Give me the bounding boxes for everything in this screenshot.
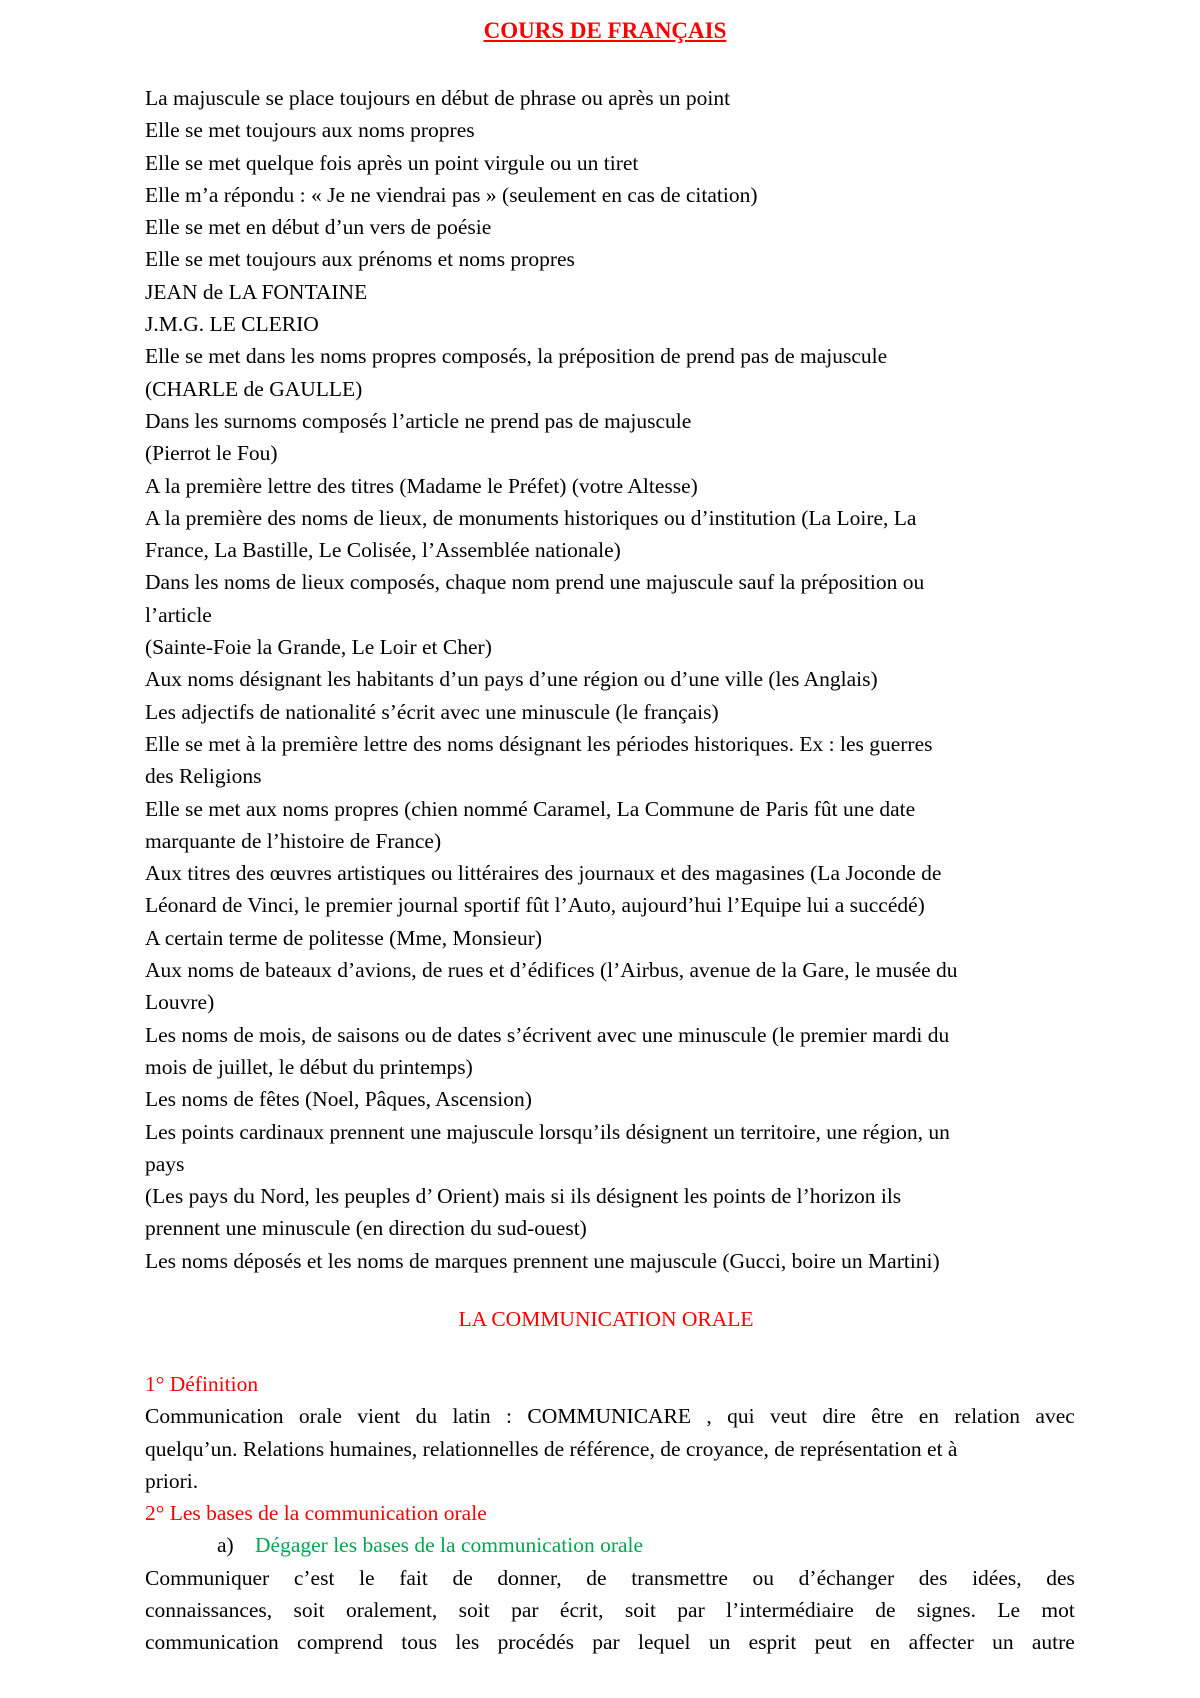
- word: les: [455, 1630, 480, 1655]
- word: dire: [822, 1404, 856, 1429]
- word: par: [677, 1598, 705, 1623]
- word: Communiquer: [145, 1565, 270, 1590]
- text-line: Aux noms désignant les habitants d’un pays d’une région ou d’une ville (les Anglais): [145, 667, 878, 692]
- word: en: [918, 1404, 940, 1429]
- word: Communication: [145, 1404, 284, 1429]
- word: du: [415, 1404, 438, 1429]
- text-line: des Religions: [145, 764, 262, 789]
- paragraph-line: quelqu’un. Relations humaines, relationnelles de référence, de croyance, de représentation et à: [145, 1436, 958, 1461]
- document-title: COURS DE FRANÇAIS: [483, 18, 727, 43]
- text-line: Les points cardinaux prennent une majuscule lorsqu’ils désignent un territoire, une région, un: [145, 1119, 950, 1144]
- paragraph-line: [145, 1562, 1075, 1594]
- word: soit: [293, 1598, 325, 1623]
- text-line: Léonard de Vinci, le premier journal sportif fût l’Auto, aujourd’hui l’Equipe lui a succédé): [145, 893, 925, 918]
- word: vient: [357, 1404, 401, 1429]
- text-line: prennent une minuscule (en direction du sud-ouest): [145, 1216, 587, 1241]
- word: tous: [401, 1630, 438, 1655]
- word: signes.: [916, 1598, 976, 1623]
- word: un: [992, 1630, 1014, 1655]
- text-line: (CHARLE de GAULLE): [145, 376, 363, 401]
- word: l’intermédiaire: [726, 1598, 854, 1623]
- word: oralement,: [345, 1598, 438, 1623]
- text-line: l’article: [145, 602, 212, 627]
- text-line: Les noms de fêtes (Noel, Pâques, Ascension): [145, 1087, 532, 1112]
- text-line: (Les pays du Nord, les peuples d’ Orient) mais si ils désignent les points de l’horizon ils: [145, 1184, 902, 1209]
- word: soit: [458, 1598, 490, 1623]
- text-line: marquante de l’histoire de France): [145, 828, 442, 853]
- word: le: [359, 1565, 375, 1590]
- text-line: Les noms de mois, de saisons ou de dates s’écrivent avec une minuscule (le premier mardi du: [145, 1022, 950, 1047]
- word: en: [869, 1630, 891, 1655]
- text-line: Aux noms de bateaux d’avions, de rues et d’édifices (l’Airbus, avenue de la Gare, le musée du: [145, 958, 958, 983]
- word: comprend: [297, 1630, 383, 1655]
- word: donner,: [497, 1565, 562, 1590]
- text-line: A la première lettre des titres (Madame le Préfet) (votre Altesse): [145, 473, 698, 498]
- word: soit: [624, 1598, 656, 1623]
- text-line: Elle se met à la première lettre des noms désignant les périodes historiques. Ex : les guerres: [145, 731, 933, 756]
- text-line: Elle se met toujours aux prénoms et noms propres: [145, 247, 575, 272]
- word: qui: [727, 1404, 755, 1429]
- word: affecter: [908, 1630, 974, 1655]
- word: mot: [1041, 1598, 1075, 1623]
- text-line: A certain terme de politesse (Mme, Monsieur): [145, 925, 543, 950]
- communication-section: [145, 1368, 1075, 1659]
- word: autre: [1031, 1630, 1075, 1655]
- word: par: [592, 1630, 620, 1655]
- text-line: France, La Bastille, Le Colisée, l’Assemblée nationale): [145, 538, 621, 563]
- word: avec: [1035, 1404, 1075, 1429]
- word: c’est: [293, 1565, 335, 1590]
- word: un: [708, 1630, 731, 1655]
- word: par: [511, 1598, 539, 1623]
- text-line: Les noms déposés et les noms de marques prennent une majuscule (Gucci, boire un Martini): [145, 1248, 940, 1273]
- text-line: J.M.G. LE CLERIO: [145, 312, 319, 337]
- text-line: Aux titres des œuvres artistiques ou littéraires des journaux et des magasines (La Joconde de: [145, 861, 942, 886]
- paragraph-line: [145, 1400, 1075, 1432]
- paragraph-line: priori.: [145, 1468, 199, 1493]
- text-line: pays: [145, 1151, 185, 1176]
- word: d’échanger: [798, 1565, 895, 1590]
- word: relation: [954, 1404, 1021, 1429]
- word: de: [452, 1565, 473, 1590]
- word: procédés: [497, 1630, 574, 1655]
- capitalization-rules: [145, 82, 1075, 1277]
- word: COMMUNICARE: [527, 1404, 692, 1429]
- text-line: Louvre): [145, 990, 215, 1015]
- word: être: [871, 1404, 904, 1429]
- text-line: A la première des noms de lieux, de monuments historiques ou d’institution (La Loire, La: [145, 505, 917, 530]
- word: ou: [752, 1565, 775, 1590]
- word: orale: [298, 1404, 342, 1429]
- text-line: Elle m’a répondu : « Je ne viendrai pas » (seulement en cas de citation): [145, 182, 758, 207]
- word: des: [1046, 1565, 1075, 1590]
- definition-heading: 1° Définition: [145, 1372, 259, 1396]
- paragraph-line: [145, 1594, 1075, 1626]
- text-line: Elle se met toujours aux noms propres: [145, 118, 475, 143]
- word: lequel: [638, 1630, 691, 1655]
- word: de: [875, 1598, 896, 1623]
- word: veut: [769, 1404, 807, 1429]
- text-line: (Sainte-Foie la Grande, Le Loir et Cher): [145, 635, 492, 660]
- word: des: [918, 1565, 948, 1590]
- text-line: La majuscule se place toujours en début de phrase ou après un point: [145, 86, 731, 110]
- subsection-heading: [145, 1529, 1075, 1561]
- section-title: LA COMMUNICATION ORALE: [458, 1307, 754, 1331]
- subsection-title: Dégager les bases de la communication orale: [255, 1533, 644, 1558]
- text-line: Les adjectifs de nationalité s’écrit avec une minuscule (le français): [145, 699, 719, 724]
- word: ,: [706, 1404, 712, 1429]
- word: connaissances,: [145, 1598, 273, 1623]
- text-line: mois de juillet, le début du printemps): [145, 1054, 473, 1079]
- paragraph-line: [145, 1626, 1075, 1658]
- text-line: Elle se met aux noms propres (chien nommé Caramel, La Commune de Paris fût une date: [145, 796, 916, 821]
- word: idées,: [972, 1565, 1022, 1590]
- bases-heading: 2° Les bases de la communication orale: [145, 1501, 487, 1526]
- list-marker: a): [217, 1533, 234, 1558]
- text-line: Dans les surnoms composés l’article ne prend pas de majuscule: [145, 408, 692, 433]
- word: écrit,: [559, 1598, 604, 1623]
- word: esprit: [748, 1630, 797, 1655]
- word: fait: [399, 1565, 428, 1590]
- word: transmettre: [631, 1565, 728, 1590]
- text-line: Elle se met dans les noms propres composés, la préposition de prend pas de majuscule: [145, 344, 888, 369]
- text-line: Elle se met en début d’un vers de poésie: [145, 215, 492, 240]
- word: de: [586, 1565, 607, 1590]
- word: :: [506, 1404, 513, 1429]
- word: Le: [997, 1598, 1021, 1623]
- text-line: Dans les noms de lieux composés, chaque nom prend une majuscule sauf la préposition ou: [145, 570, 925, 595]
- text-line: (Pierrot le Fou): [145, 441, 278, 466]
- text-line: JEAN de LA FONTAINE: [145, 279, 368, 304]
- word: peut: [814, 1630, 852, 1655]
- word: communication: [145, 1630, 279, 1655]
- text-line: Elle se met quelque fois après un point virgule ou un tiret: [145, 150, 639, 175]
- word: latin: [452, 1404, 491, 1429]
